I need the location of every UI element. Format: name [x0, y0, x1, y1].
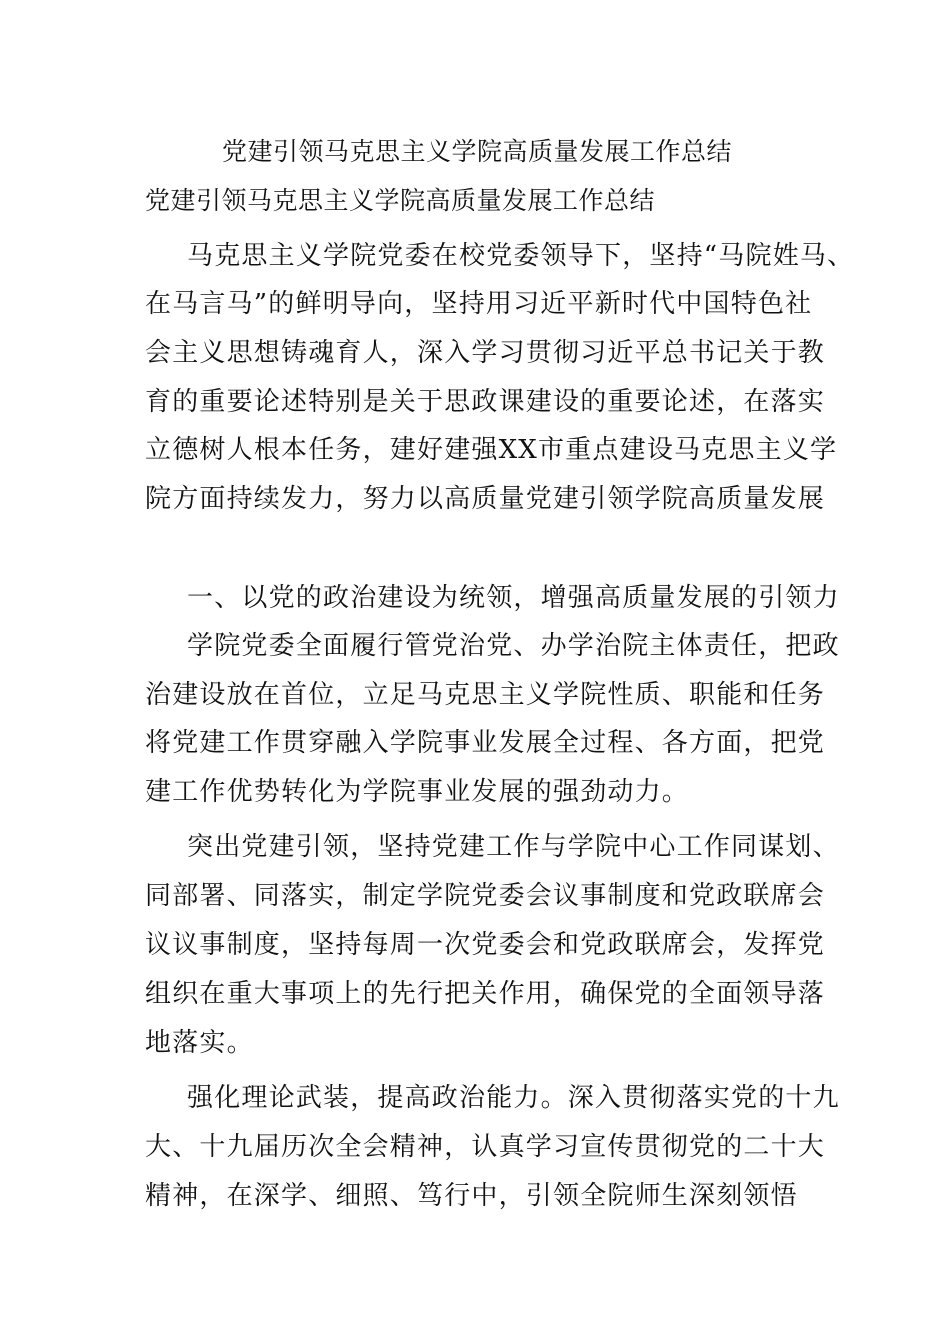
para1-line-1: 学院党委全面履行管党治党、办学治院主体责任，把政 [187, 631, 840, 661]
intro-line-3: 会主义思想铸魂育人，深入学习贯彻习近平总书记关于教 [145, 338, 826, 368]
para2-line-3: 议议事制度，坚持每周一次党委会和党政联席会，发挥党 [145, 930, 826, 960]
para1-line-3: 将党建工作贯穿融入学院事业发展全过程、各方面，把党 [145, 728, 826, 758]
para3-line-2: 大、十九届历次全会精神，认真学习宣传贯彻党的二十大 [145, 1132, 826, 1162]
document-subtitle: 党建引领马克思主义学院高质量发展工作总结 [145, 186, 656, 215]
section-heading-1: 一、以党的政治建设为统领，增强高质量发展的引领力 [187, 583, 840, 613]
para1-line-2: 治建设放在首位，立足马克思主义学院性质、职能和任务 [145, 680, 826, 710]
para3-line-1: 强化理论武装，提高政治能力。深入贯彻落实党的十九 [187, 1083, 840, 1113]
intro-line-2: 在马言马”的鲜明导向，坚持用习近平新时代中国特色社 [145, 289, 813, 319]
intro-line-1: 马克思主义学院党委在校党委领导下，坚持“马院姓马、 [187, 241, 855, 271]
para2-line-5: 地落实。 [145, 1028, 254, 1058]
intro-line-4: 育的重要论述特别是关于思政课建设的重要论述，在落实 [145, 387, 826, 417]
para2-line-4: 组织在重大事项上的先行把关作用，确保党的全面领导落 [145, 979, 826, 1009]
intro-line-6: 院方面持续发力，努力以高质量党建引领学院高质量发展 [145, 484, 826, 514]
para2-line-1: 突出党建引领，坚持党建工作与学院中心工作同谋划、 [187, 832, 840, 862]
intro-line-5: 立德树人根本任务，建好建强XX市重点建设马克思主义学 [145, 435, 838, 465]
para1-line-4: 建工作优势转化为学院事业发展的强劲动力。 [145, 777, 690, 807]
para2-line-2: 同部署、同落实，制定学院党委会议事制度和党政联席会 [145, 881, 826, 911]
document-title: 党建引领马克思主义学院高质量发展工作总结 [222, 137, 733, 166]
para3-line-3: 精神，在深学、细照、笃行中，引领全院师生深刻领悟 [145, 1181, 798, 1211]
